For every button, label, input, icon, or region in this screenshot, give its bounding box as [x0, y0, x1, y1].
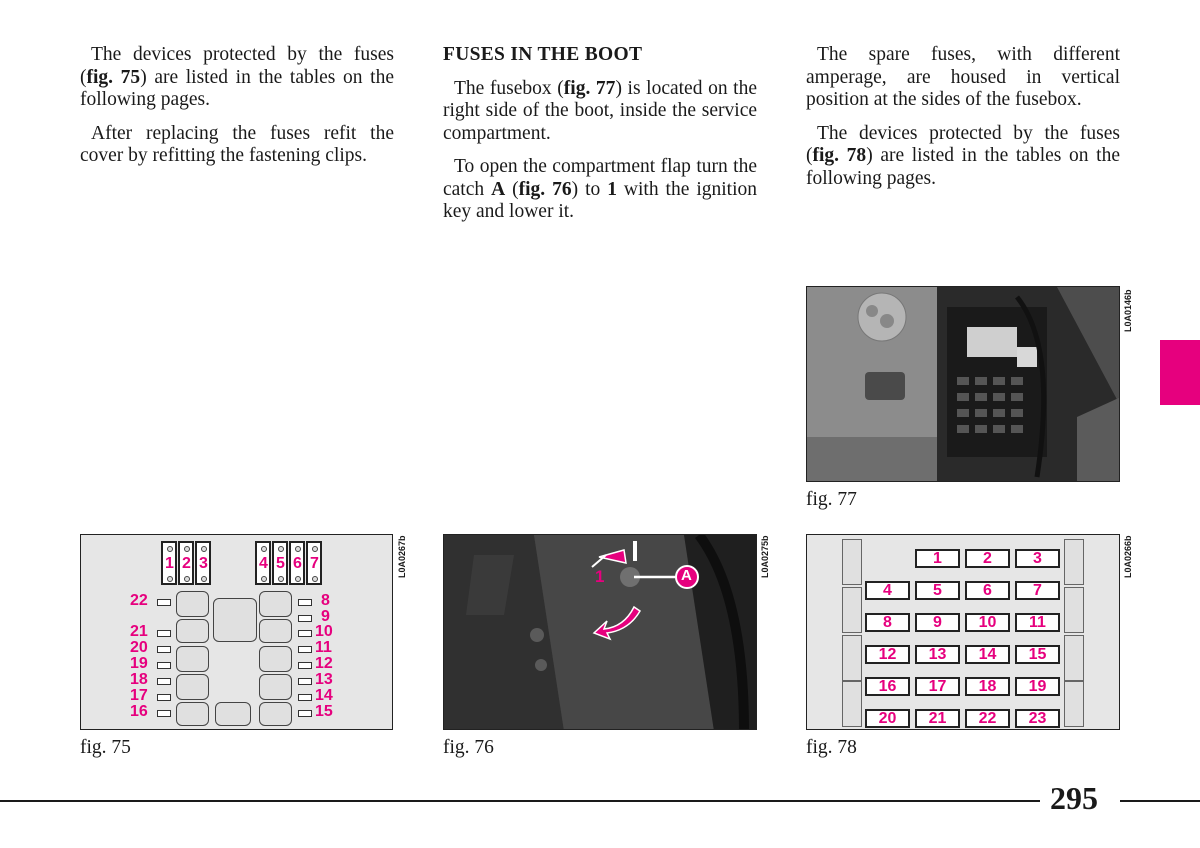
fuse-label: 4	[259, 555, 268, 572]
relay-block	[176, 702, 209, 726]
paragraph: To open the compartment flap turn the catch A (fig. 76) to 1 with the ignition key and lower it.	[443, 156, 757, 222]
relay-block	[213, 598, 257, 642]
fuse-label: 2	[182, 555, 191, 572]
figure-code-label: L0A0267b	[397, 535, 407, 578]
fuse-16: 16	[865, 677, 910, 696]
fuse-label: 7	[310, 555, 319, 572]
figure-code-label: L0A0266b	[1123, 535, 1133, 578]
fuse-slot-8	[298, 599, 312, 606]
fig-78-diagram	[806, 534, 1120, 730]
spare-fuse-slot	[842, 539, 862, 585]
figure-code-label: L0A0146b	[1123, 289, 1133, 332]
fuse-23: 23	[1015, 709, 1060, 728]
footer-rule-right	[1120, 800, 1200, 802]
fuse-label: 17	[130, 687, 148, 704]
fuse-6	[289, 541, 305, 585]
fuse-label: 21	[130, 623, 148, 640]
fuse-slot-14	[298, 694, 312, 701]
text-column-3	[806, 44, 1120, 201]
fuse-label: 5	[276, 555, 285, 572]
page-number: 295	[1050, 780, 1098, 816]
fuse-slot-13	[298, 678, 312, 685]
label-a: A	[681, 567, 692, 584]
footer-rule-left	[0, 800, 1040, 802]
spare-fuse-slot	[1064, 539, 1084, 585]
screw-icon	[312, 546, 318, 552]
fuse-7	[306, 541, 322, 585]
fuse-13: 13	[915, 645, 960, 664]
fuse-label: 20	[130, 639, 148, 656]
fuse-slot-9	[298, 615, 312, 622]
fuse-18: 18	[965, 677, 1010, 696]
fuse-label: 16	[130, 703, 148, 720]
fuse-slot-10	[298, 630, 312, 637]
fuse-label: 14	[315, 687, 333, 704]
spare-fuse-slot	[842, 635, 862, 681]
paragraph: The fusebox (fig. 77) is located on the right side of the boot, inside the service compartment.	[443, 77, 757, 144]
fuse-slot-21	[157, 630, 171, 637]
screw-icon	[184, 576, 190, 582]
spare-fuse-slot	[842, 587, 862, 633]
boot-compartment-photo	[444, 535, 757, 730]
figure-caption: fig. 78	[806, 737, 857, 758]
fuse-label: 1	[165, 555, 174, 572]
relay-block	[215, 702, 251, 726]
screw-icon	[201, 576, 207, 582]
fuse-slot-20	[157, 646, 171, 653]
fuse-slot-17	[157, 694, 171, 701]
screw-icon	[167, 546, 173, 552]
section-heading: FUSES IN THE BOOT	[443, 44, 643, 65]
fuse-3: 3	[1015, 549, 1060, 568]
fuse-5: 5	[915, 581, 960, 600]
spare-fuse-slot	[1064, 635, 1084, 681]
screw-icon	[278, 546, 284, 552]
screw-icon	[261, 576, 267, 582]
fuse-22: 22	[965, 709, 1010, 728]
spare-fuse-slot	[842, 681, 862, 727]
screw-icon	[167, 576, 173, 582]
fuse-slot-22	[157, 599, 171, 606]
fuse-label: 18	[130, 671, 148, 688]
text-column-2	[443, 44, 757, 235]
fig-75-diagram	[80, 534, 393, 730]
fuse-2: 2	[965, 549, 1010, 568]
figure-caption: fig. 75	[80, 737, 131, 758]
fig-77-photo	[806, 286, 1120, 482]
fuse-4	[255, 541, 271, 585]
relay-block	[259, 646, 292, 672]
fuse-label: 13	[315, 671, 333, 688]
fuse-slot-19	[157, 662, 171, 669]
fuse-slot-16	[157, 710, 171, 717]
fuse-20: 20	[865, 709, 910, 728]
fusebox-photo	[807, 287, 1120, 482]
fuse-15: 15	[1015, 645, 1060, 664]
fuse-slot-12	[298, 662, 312, 669]
fuse-10: 10	[965, 613, 1010, 632]
fuse-label: 10	[315, 623, 333, 640]
screw-icon	[261, 546, 267, 552]
fuse-slot-15	[298, 710, 312, 717]
fuse-17: 17	[915, 677, 960, 696]
fuse-11: 11	[1015, 613, 1060, 632]
text-column-1	[80, 44, 394, 179]
fuse-2	[178, 541, 194, 585]
figure-caption: fig. 76	[443, 737, 494, 758]
relay-block	[176, 646, 209, 672]
fuse-5	[272, 541, 288, 585]
fuse-label: 3	[199, 555, 208, 572]
fuse-3	[195, 541, 211, 585]
fuse-12: 12	[865, 645, 910, 664]
screw-icon	[295, 576, 301, 582]
fuse-label: 15	[315, 703, 333, 720]
fuse-label: 11	[315, 639, 332, 656]
fuse-1: 1	[915, 549, 960, 568]
figure-caption: fig. 77	[806, 489, 857, 510]
relay-block	[176, 619, 209, 643]
fuse-1	[161, 541, 177, 585]
section-tab	[1160, 340, 1200, 405]
screw-icon	[201, 546, 207, 552]
screw-icon	[278, 576, 284, 582]
fuse-label: 6	[293, 555, 302, 572]
paragraph: The devices protected by the fuses (fig. 78) are listed in the tables on the following pages.	[806, 122, 1120, 189]
relay-block	[259, 619, 292, 643]
screw-icon	[312, 576, 318, 582]
fuse-14: 14	[965, 645, 1010, 664]
spare-fuse-slot	[1064, 587, 1084, 633]
relay-block	[259, 702, 292, 726]
relay-block	[259, 674, 292, 700]
fuse-label: 19	[130, 655, 148, 672]
relay-block	[176, 591, 209, 617]
fuse-4: 4	[865, 581, 910, 600]
label-1: 1	[595, 567, 605, 586]
fuse-21: 21	[915, 709, 960, 728]
fuse-slot-18	[157, 678, 171, 685]
fuse-slot-11	[298, 646, 312, 653]
fuse-label: 8	[321, 592, 330, 609]
fuse-9: 9	[915, 613, 960, 632]
fuse-7: 7	[1015, 581, 1060, 600]
paragraph: After replacing the fuses refit the cover by refitting the fastening clips.	[80, 122, 394, 166]
fuse-6: 6	[965, 581, 1010, 600]
relay-block	[176, 674, 209, 700]
screw-icon	[184, 546, 190, 552]
fuse-label: 9	[321, 608, 330, 625]
fig-76-photo	[443, 534, 757, 730]
fuse-8: 8	[865, 613, 910, 632]
paragraph: The devices protected by the fuses (fig. 75) are listed in the tables on the following pages.	[80, 44, 394, 110]
fuse-label: 12	[315, 655, 333, 672]
screw-icon	[295, 546, 301, 552]
fuse-label: 22	[130, 592, 148, 609]
relay-block	[259, 591, 292, 617]
fuse-19: 19	[1015, 677, 1060, 696]
figure-code-label: L0A0275b	[760, 535, 770, 578]
spare-fuse-slot	[1064, 681, 1084, 727]
paragraph: The spare fuses, with different amperage, are housed in vertical position at the sides of the fusebox.	[806, 44, 1120, 110]
